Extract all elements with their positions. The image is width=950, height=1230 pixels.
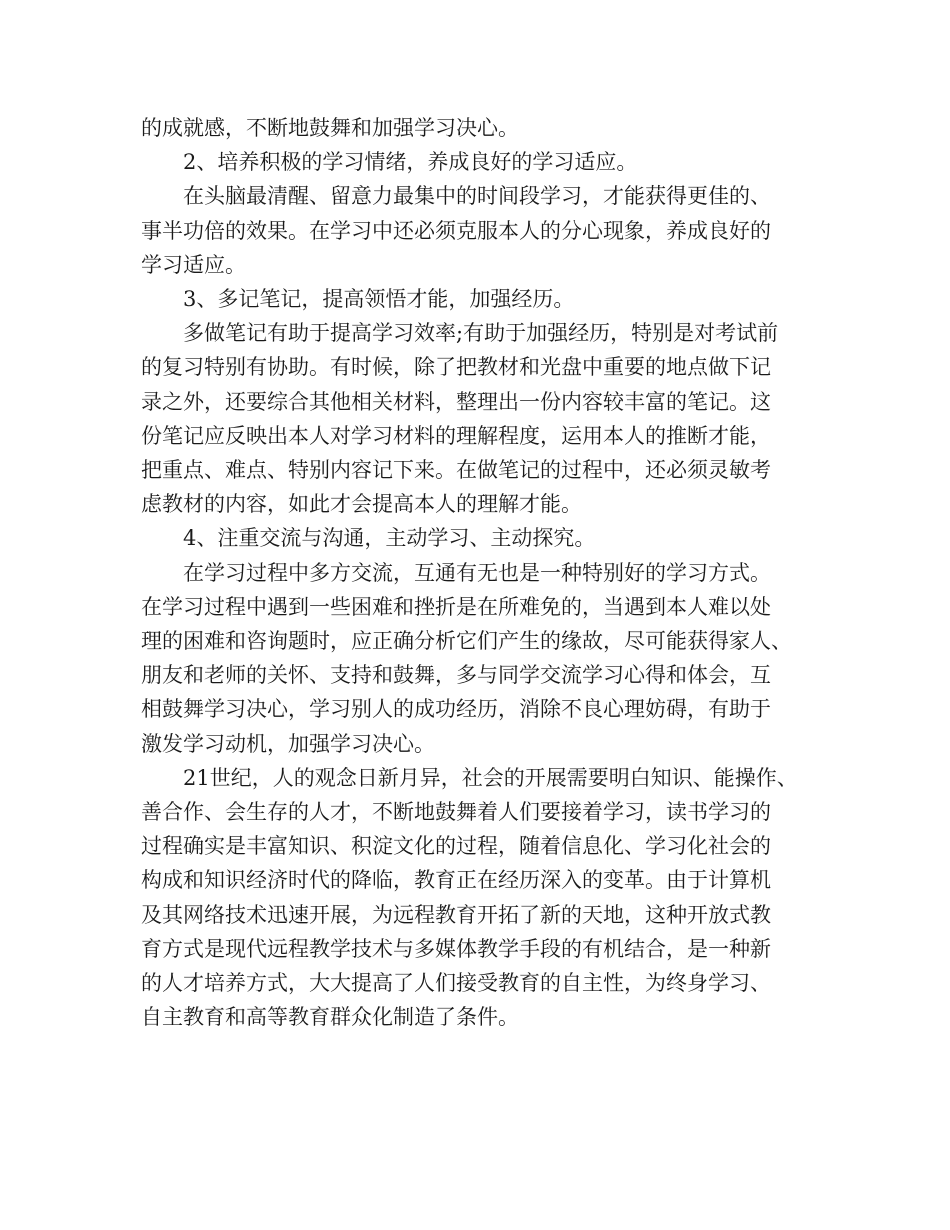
text-line: 及其网络技术迅速开展，为远程教育开拓了新的天地，这种开放式教 [141,902,771,927]
paragraph [141,556,821,761]
text-line: 事半功倍的效果。在学习中还必须克服本人的分心现象，养成良好的 [141,218,771,243]
text-line: 21世纪，人的观念日新月异，社会的开展需要明白知识、能操作、 [183,765,798,790]
section-heading-3 [141,282,821,316]
text-line: 激发学习动机，加强学习决心。 [141,731,435,756]
paragraph [141,316,821,521]
paragraph [141,179,821,282]
text-line: 录之外，还要综合其他相关材料，整理出一份内容较丰富的笔记。这 [141,389,771,414]
text-line: 份笔记应反映出本人对学习材料的理解程度，运用本人的推断才能， [141,423,771,448]
paragraph [141,761,821,1035]
text-line: 的复习特别有协助。有时候，除了把教材和光盘中重要的地点做下记 [141,355,771,380]
text-line: 自主教育和高等教育群众化制造了条件。 [141,1005,519,1030]
text-line: 理的困难和咨询题时，应正确分析它们产生的缘故，尽可能获得家人、 [141,629,792,654]
text-line: 在学习过程中多方交流，互通有无也是一种特别好的学习方式。 [183,560,771,585]
text-line: 过程确实是丰富知识、积淀文化的过程，随着信息化、学习化社会的 [141,834,771,859]
text-line: 在学习过程中遇到一些困难和挫折是在所难免的，当遇到本人难以处 [141,594,771,619]
text-line: 把重点、难点、特别内容记下来。在做笔记的过程中，还必须灵敏考 [141,458,771,483]
text-line: 在头脑最清醒、留意力最集中的时间段学习，才能获得更佳的、 [183,184,771,209]
section-heading-4 [141,521,821,555]
text-line: 学习适应。 [141,252,246,277]
text-line: 朋友和老师的关怀、支持和鼓舞，多与同学交流学习心得和体会，互 [141,663,771,688]
text-line: 多做笔记有助于提高学习效率;有助于加强经历，特别是对考试前 [183,321,779,346]
text-line: 4、注重交流与沟通，主动学习、主动探究。 [183,526,596,551]
text-line: 善合作、会生存的人才，不断地鼓舞着人们要接着学习，读书学习的 [141,800,771,825]
section-heading-2 [141,145,821,179]
text-line: 构成和知识经济时代的降临，教育正在经历深入的变革。由于计算机 [141,868,771,893]
text-line: 3、多记笔记，提高领悟才能，加强经历。 [183,287,575,312]
text-line: 虑教材的内容，如此才会提高本人的理解才能。 [141,492,582,517]
document-body [141,111,821,1034]
text-line: 相鼓舞学习决心，学习别人的成功经历，消除不良心理妨碍，有助于 [141,697,771,722]
text-line: 的人才培养方式，大大提高了人们接受教育的自主性，为终身学习、 [141,971,771,996]
text-line: 育方式是现代远程教学技术与多媒体教学手段的有机结合，是一种新 [141,936,771,961]
text-line: 2、培养积极的学习情绪，养成良好的学习适应。 [183,150,638,175]
paragraph [141,111,821,145]
text-line: 的成就感，不断地鼓舞和加强学习决心。 [141,116,519,140]
